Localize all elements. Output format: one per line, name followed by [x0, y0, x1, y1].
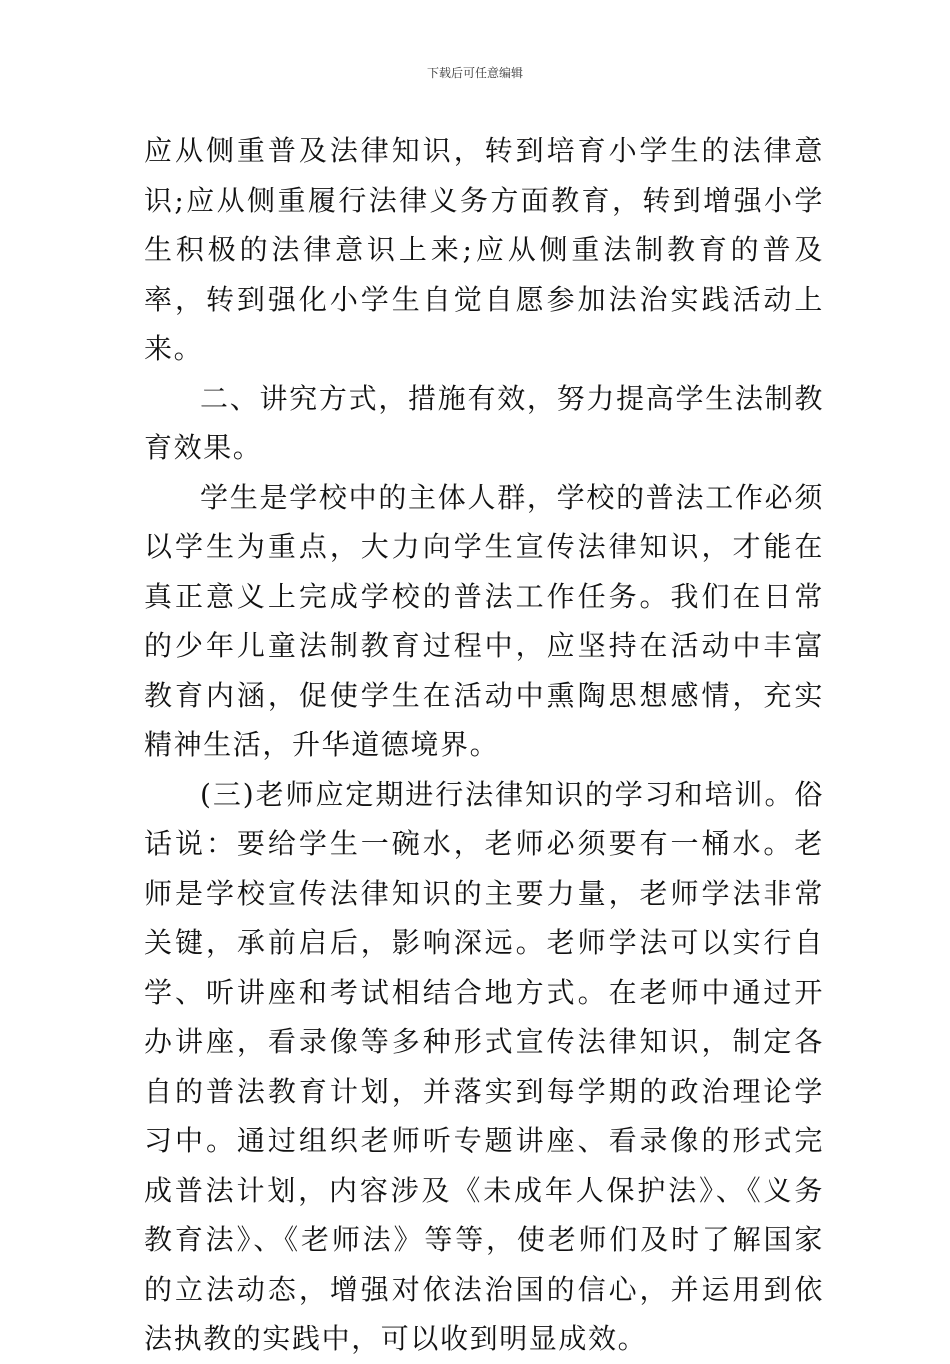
document-body: [144, 126, 824, 1364]
section-heading-two: 二、讲究方式，措施有效，努力提高学生法制教育效果。: [144, 381, 824, 464]
paragraph-students: 学生是学校中的主体人群，学校的普法工作必须以学生为重点，大力向学生宣传法律知识，才能在真正意义上完成学校的普法工作任务。我们在日常的少年儿童法制教育过程中，应坚持在活动中丰富教育内涵，促使学生在活动中熏陶思想感情，充实精神生活，升华道德境界。: [144, 480, 824, 761]
page-header-note: 下载后可任意编辑: [426, 66, 523, 80]
paragraph-teachers-training: (三)老师应定期进行法律知识的学习和培训。俗话说：要给学生一碗水，老师必须要有一桶水。老师是学校宣传法律知识的主要力量，老师学法非常关键，承前启后，影响深远。老师学法可以实行自学、听讲座和考试相结合地方式。在老师中通过开办讲座，看录像等多种形式宣传法律知识，制定各自的普法教育计划，并落实到每学期的政治理论学习中。通过组织老师听专题讲座、看录像的形式完成普法计划，内容涉及《未成年人保护法》、《义务教育法》、《老师法》等等，使老师们及时了解国家的立法动态，增强对依法治国的信心，并运用到依法执教的实践中，可以收到明显成效。: [144, 777, 824, 1355]
paragraph-continuation: 应从侧重普及法律知识，转到培育小学生的法律意识;应从侧重履行法律义务方面教育，转到增强小学生积极的法律意识上来;应从侧重法制教育的普及率，转到强化小学生自觉自愿参加法治实践活动上来。: [144, 134, 824, 365]
